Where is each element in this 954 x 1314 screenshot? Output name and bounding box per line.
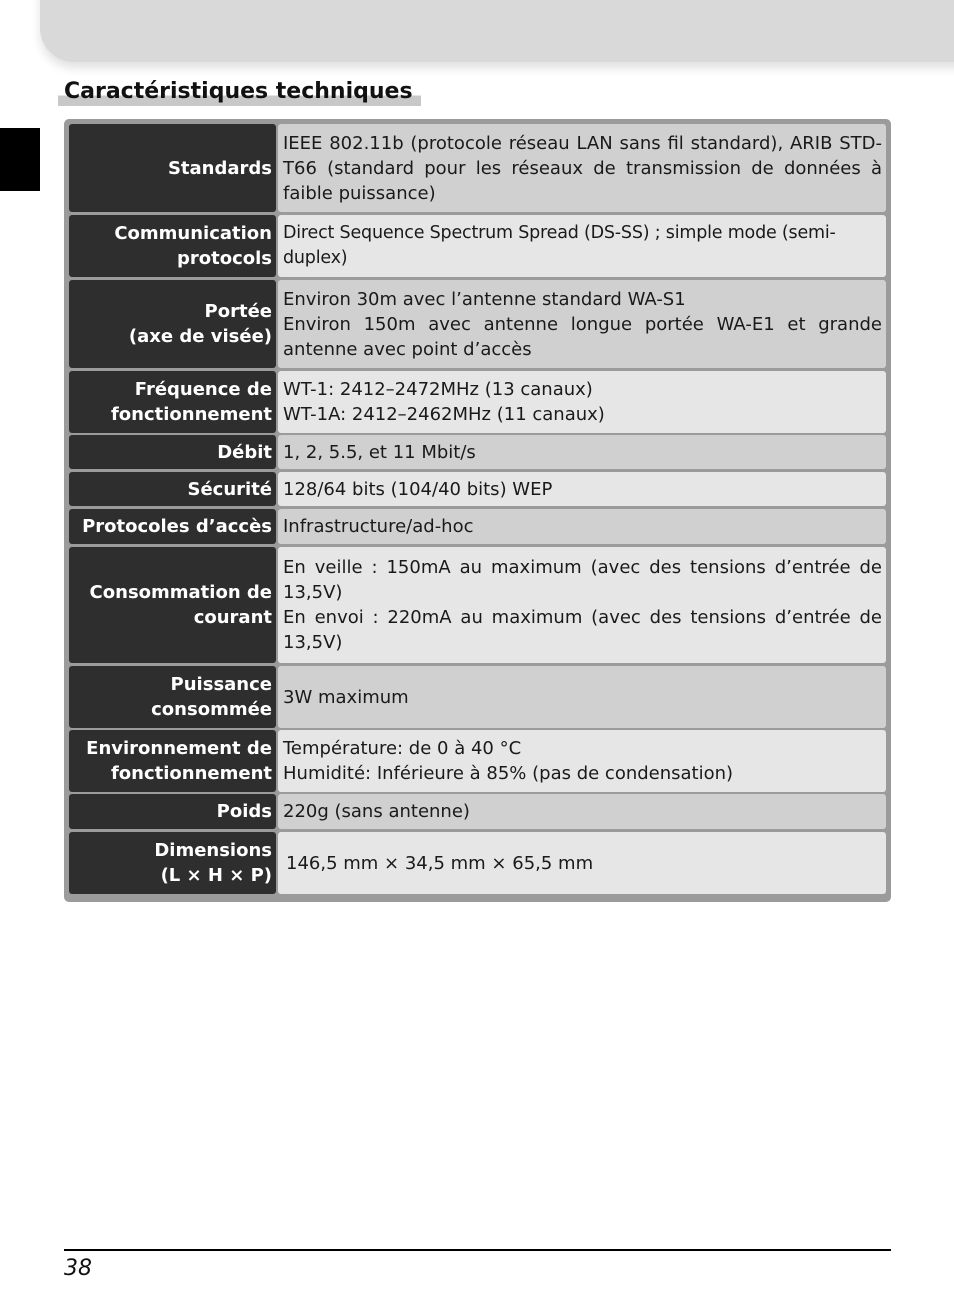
spec-row-communication-protocols — [69, 215, 886, 277]
spec-value: Infrastructure/ad-hoc — [283, 516, 474, 537]
spec-value-line: En envoi : 220mA au maximum (avec des tensions d’entrée de 13,5V) — [283, 607, 882, 653]
page-title: Caractéristiques techniques — [58, 78, 421, 106]
spec-value-line: Température: de 0 à 40 °C — [283, 738, 522, 759]
spec-row-consommation — [69, 547, 886, 663]
spec-label-cell — [69, 435, 276, 469]
spec-label-cell — [69, 371, 276, 433]
spec-value: Direct Sequence Spectrum Spread (DS-SS) ; simple mode (semi-duplex) — [283, 223, 836, 268]
spec-row-poids — [69, 794, 886, 829]
spec-label: Dimensions (L × H × P) — [154, 840, 272, 886]
spec-label-cell — [69, 280, 276, 368]
spec-value-line: WT-1: 2412–2472MHz (13 canaux) — [283, 379, 593, 400]
section-tab-marker — [0, 128, 40, 191]
spec-value: 3W maximum — [283, 686, 409, 708]
spec-value-line: Environ 30m avec l’antenne standard WA-S1 — [283, 288, 686, 310]
spec-value-line: Humidité: Inférieure à 85% (pas de condensation) — [283, 763, 734, 784]
spec-value-cell — [278, 472, 886, 506]
spec-label-cell — [69, 509, 276, 544]
spec-label-cell — [69, 472, 276, 506]
spec-label-cell — [69, 730, 276, 792]
spec-value-line: WT-1A: 2412–2462MHz (11 canaux) — [283, 404, 605, 425]
spec-value-cell — [278, 371, 886, 433]
spec-row-protocoles-acces — [69, 509, 886, 544]
spec-label: Puissance consommée — [151, 674, 272, 720]
spec-value-cell — [278, 794, 886, 829]
spec-value-cell — [278, 509, 886, 544]
spec-value-cell — [278, 666, 886, 728]
spec-label-cell — [69, 666, 276, 728]
spec-row-puissance — [69, 666, 886, 728]
spec-value-line: Environ 150m avec antenne longue portée WA-E1 et grande antenne avec point d’accès — [283, 313, 882, 360]
spec-value-cell — [278, 280, 886, 368]
spec-label: Fréquence de fonctionnement — [110, 379, 272, 425]
spec-label: Débit — [217, 441, 272, 463]
spec-row-environnement — [69, 730, 886, 792]
spec-row-portee — [69, 280, 886, 368]
spec-label-cell — [69, 215, 276, 277]
spec-value-cell — [278, 730, 886, 792]
page-number: 38 — [64, 1256, 92, 1281]
spec-row-securite — [69, 472, 886, 506]
spec-label: Environnement de fonctionnement — [86, 738, 272, 784]
spec-label: Standards — [167, 157, 272, 179]
spec-label: Consommation de courant — [89, 582, 272, 628]
spec-label: Portée (axe de visée) — [128, 301, 272, 347]
spec-label: Sécurité — [187, 478, 272, 500]
spec-row-debit — [69, 435, 886, 469]
spec-value: 1, 2, 5.5, et 11 Mbit/s — [283, 441, 476, 463]
spec-value: IEEE 802.11b (protocole réseau LAN sans fil standard), ARIB STD-T66 (standard pour les réseaux de transmission de données à faible puissance) — [283, 132, 882, 204]
spec-label-cell — [69, 124, 276, 212]
spec-value-cell — [278, 435, 886, 469]
footer-rule — [64, 1249, 891, 1251]
spec-label-cell — [69, 794, 276, 829]
spec-value-cell — [278, 547, 886, 663]
spec-value-cell — [278, 215, 886, 277]
spec-row-standards — [69, 124, 886, 212]
spec-label: Protocoles d’accès — [82, 516, 272, 537]
spec-value-line: En veille : 150mA au maximum (avec des tensions d’entrée de 13,5V) — [283, 557, 882, 603]
header-band — [40, 0, 954, 62]
spec-label-cell — [69, 547, 276, 663]
specifications-table — [64, 119, 891, 902]
spec-value-cell — [278, 832, 886, 894]
spec-row-dimensions — [69, 832, 886, 894]
spec-value: 220g (sans antenne) — [283, 801, 470, 822]
spec-value: 128/64 bits (104/40 bits) WEP — [283, 478, 553, 500]
spec-value: 146,5 mm × 34,5 mm × 65,5 mm — [286, 852, 594, 874]
spec-row-frequence — [69, 371, 886, 433]
spec-label-cell — [69, 832, 276, 894]
spec-label: Communication protocols — [114, 223, 272, 269]
spec-value-cell — [278, 124, 886, 212]
spec-label: Poids — [216, 801, 272, 822]
